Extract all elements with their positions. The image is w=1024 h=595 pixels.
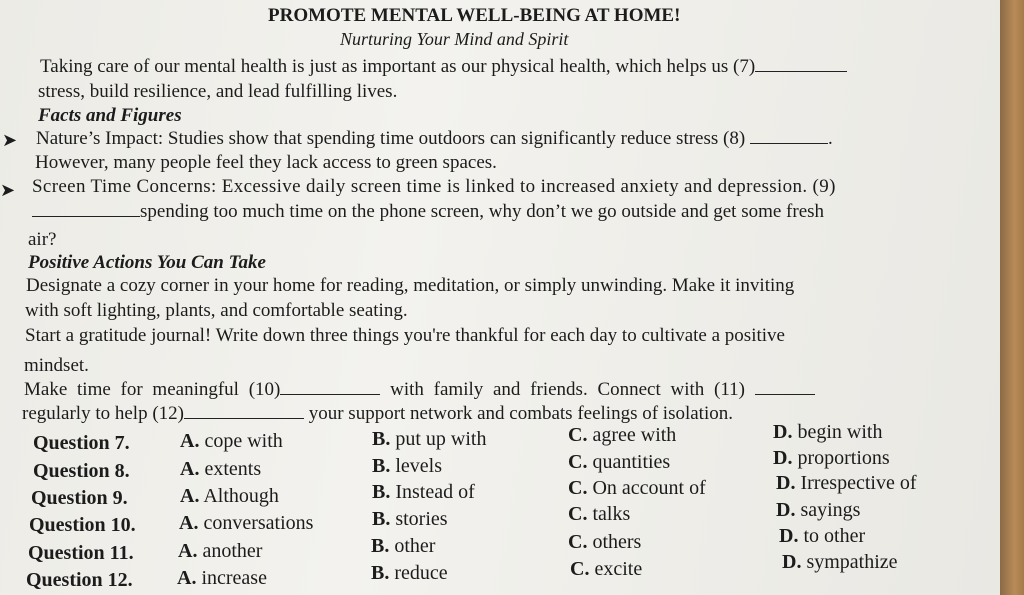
q10-option-c[interactable]: C. talks [568, 503, 631, 525]
q12-option-c[interactable]: C. excite [570, 558, 643, 580]
action3-line-2 [22, 402, 733, 425]
question-8-label: Question 8. [33, 460, 130, 482]
action3-line-1 [24, 378, 815, 401]
bullet1-end: . [827, 128, 833, 149]
blank-8 [750, 127, 828, 144]
bullet2-line-1: Screen Time Concerns: Excessive daily screen time is linked to increased anxiety and depression. (9) [32, 176, 836, 197]
blank-7 [755, 55, 847, 72]
actions-heading: Positive Actions You Can Take [28, 252, 266, 273]
bullet2-text-2: spending too much time on the phone screen, why don’t we go outside and get some fresh [140, 201, 825, 222]
q10-option-a[interactable]: A. conversations [179, 512, 314, 534]
question-7-label: Question 7. [33, 432, 130, 454]
bullet2-line-2 [32, 200, 824, 223]
q7-option-a[interactable]: A. cope with [180, 430, 283, 452]
q8-option-b[interactable]: B. levels [372, 455, 442, 477]
bullet-arrow-icon: ➤ [2, 130, 18, 150]
q11-option-c[interactable]: C. others [568, 531, 642, 553]
question-10-label: Question 10. [29, 514, 136, 536]
question-9-label: Question 9. [31, 487, 128, 509]
action3-text-2a: regularly to help (12) [22, 403, 184, 424]
q9-option-b[interactable]: B. Instead of [372, 481, 475, 503]
bullet1-line-2: However, many people feel they lack access to green spaces. [35, 152, 497, 173]
blank-9 [32, 200, 140, 217]
q12-option-b[interactable]: B. reduce [371, 562, 448, 584]
q12-option-d[interactable]: D. sympathize [782, 551, 898, 573]
action2-line-1: Start a gratitude journal! Write down three things you're thankful for each day to cultivate a positive [25, 325, 785, 346]
action3-text-1a: Make time for meaningful (10) [24, 379, 281, 400]
intro-line-2: stress, build resilience, and lead fulfilling lives. [38, 81, 398, 102]
blank-10 [280, 378, 380, 395]
q8-option-a[interactable]: A. extents [180, 458, 262, 480]
bullet1-text: Nature’s Impact: Studies show that spending time outdoors can significantly reduce stress (8) [36, 128, 746, 149]
q7-option-c[interactable]: C. agree with [568, 424, 677, 446]
q11-option-d[interactable]: D. to other [779, 525, 866, 547]
q9-option-d[interactable]: D. Irrespective of [776, 472, 917, 494]
action2-line-2: mindset. [24, 355, 89, 376]
page-subtitle: Nurturing Your Mind and Spirit [340, 29, 569, 49]
intro-line-1 [40, 55, 847, 78]
intro-text-1: Taking care of our mental health is just as important as our physical health, which helps us (7) [40, 56, 756, 77]
bullet2-line-3: air? [28, 229, 57, 250]
bullet1-line-1 [36, 127, 833, 150]
q8-option-c[interactable]: C. quantities [568, 451, 671, 473]
bullet-arrow-icon: ➤ [0, 180, 16, 200]
blank-12 [184, 402, 304, 419]
action3-text-2b: your support network and combats feelings of isolation. [308, 403, 733, 424]
q11-option-b[interactable]: B. other [371, 535, 436, 557]
action3-text-1b: with family and friends. Connect with (11) [390, 379, 745, 400]
q9-option-c[interactable]: C. On account of [568, 477, 706, 499]
q7-option-d[interactable]: D. begin with [773, 421, 883, 443]
action1-line-1: Designate a cozy corner in your home for reading, meditation, or simply unwinding. Make it inviting [26, 275, 795, 296]
page-title: PROMOTE MENTAL WELL-BEING AT HOME! [268, 5, 681, 26]
question-12-label: Question 12. [26, 569, 133, 591]
action1-line-2: with soft lighting, plants, and comfortable seating. [25, 300, 408, 321]
blank-11 [755, 378, 815, 395]
q11-option-a[interactable]: A. another [178, 540, 263, 562]
q7-option-b[interactable]: B. put up with [372, 428, 487, 450]
q8-option-d[interactable]: D. proportions [773, 447, 890, 469]
q10-option-b[interactable]: B. stories [372, 508, 448, 530]
question-11-label: Question 11. [28, 542, 134, 564]
desk-edge [1000, 0, 1024, 595]
q12-option-a[interactable]: A. increase [177, 567, 267, 589]
facts-heading: Facts and Figures [38, 105, 182, 126]
q9-option-a[interactable]: A. Although [180, 485, 279, 507]
q10-option-d[interactable]: D. sayings [776, 499, 861, 521]
